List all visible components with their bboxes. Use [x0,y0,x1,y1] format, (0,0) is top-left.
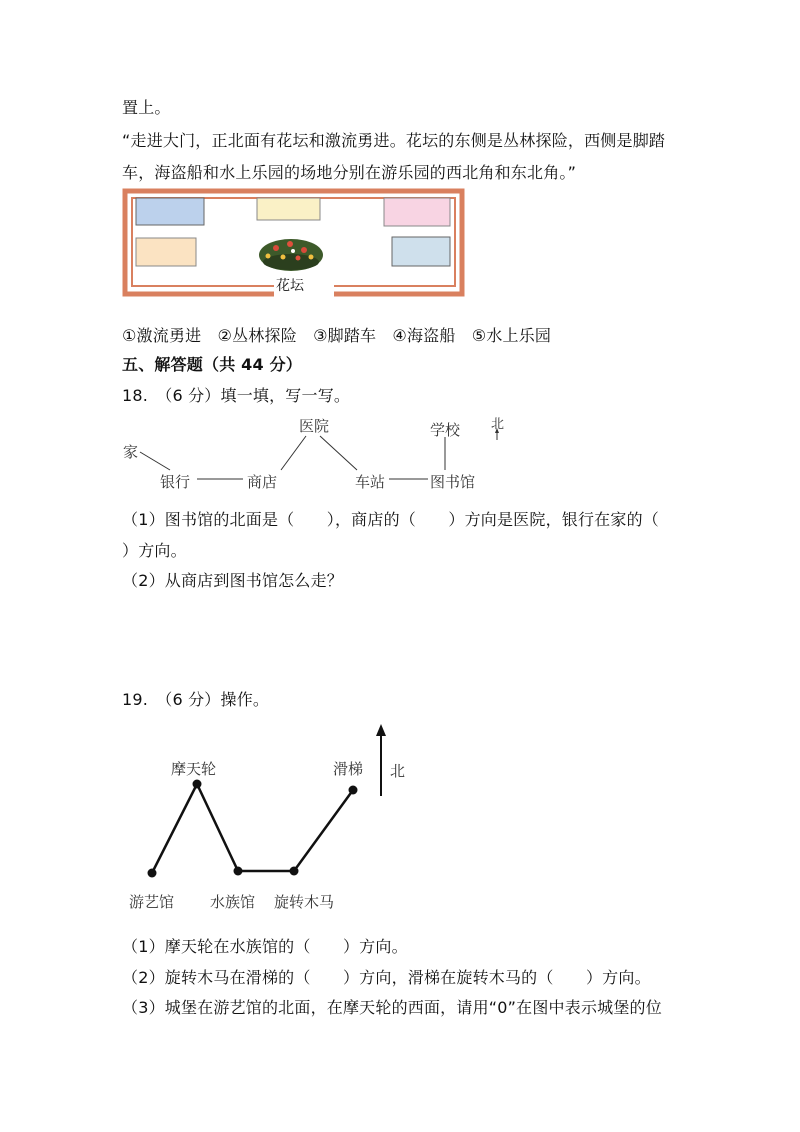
q17-options: ①激流勇进 ②丛林探险 ③脚踏车 ④海盗船 ⑤水上乐园 [122,326,552,345]
q18-sub2: （2）从商店到图书馆怎么走？ [122,571,343,590]
section-title: 五、解答题（共 44 分） [122,355,303,374]
q17-quote-line1: “走进大门，正北面有花坛和激流勇进。花坛的东侧是丛林探险，西侧是脚踏 [122,131,666,150]
map-label-ferris-wheel: 摩天轮 [171,760,217,778]
map-label-carousel: 旋转木马 [274,893,335,911]
q17-quote-line2: 车，海盗船和水上乐园的场地分别在游乐园的西北角和东北角。” [122,163,577,182]
q18-title: 18. （6 分）填一填，写一写。 [122,386,351,405]
point-aquarium [234,867,243,876]
path-line [152,784,353,873]
point-arts-hall [148,869,157,878]
map-label-school: 学校 [430,421,461,439]
map-label-north: 北 [491,417,505,432]
q19-title: 19. （6 分）操作。 [122,690,270,709]
north-arrow-head-2 [376,724,386,736]
map-label-shop: 商店 [247,473,278,491]
map-label-north-2: 北 [390,762,406,780]
map-label-slide: 滑梯 [333,760,364,778]
point-carousel [290,867,299,876]
map-label-station: 车站 [355,473,386,491]
map-label-arts-hall: 游艺馆 [129,893,175,911]
map-label-home: 家 [123,443,139,461]
q19-sub2: （2）旋转木马在滑梯的（ ）方向，滑梯在旋转木马的（ ）方向。 [122,968,651,987]
point-slide [349,786,358,795]
map-label-hospital: 医院 [299,417,330,435]
map-label-bank: 银行 [160,473,191,491]
q18-sub1-line2: ）方向。 [122,541,187,560]
flowerbed-label: 花坛 [276,278,304,294]
point-ferris-wheel [193,780,202,789]
q19-sub3: （3）城堡在游艺馆的北面，在摩天轮的西面，请用“0”在图中表示城堡的位 [122,998,662,1017]
map-label-library: 图书馆 [430,473,476,491]
q18-sub1-line1: （1）图书馆的北面是（ ），商店的（ ）方向是医院，银行在家的（ [122,510,659,529]
q19-sub1: （1）摩天轮在水族馆的（ ）方向。 [122,937,408,956]
map-label-aquarium: 水族馆 [210,893,256,911]
q17-text-tail: 置上。 [122,98,171,117]
